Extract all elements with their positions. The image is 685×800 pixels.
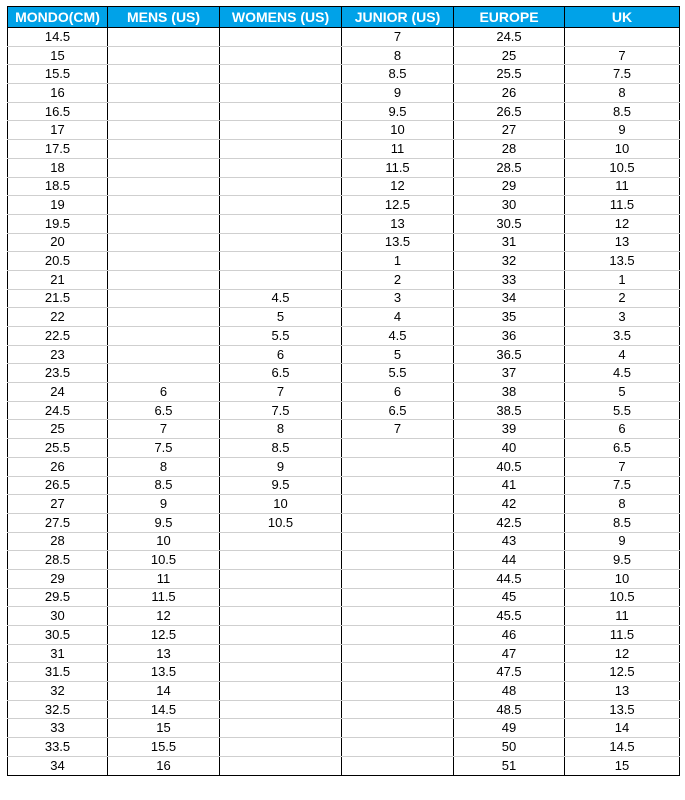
mens-us-cell bbox=[108, 84, 220, 103]
mondo-cm-cell: 33 bbox=[8, 719, 108, 738]
table-row bbox=[8, 383, 680, 402]
europe-cell: 51 bbox=[454, 756, 565, 775]
mens-us-cell bbox=[108, 177, 220, 196]
mens-us-cell: 14 bbox=[108, 682, 220, 701]
uk-cell: 11 bbox=[565, 177, 680, 196]
table-row bbox=[8, 252, 680, 271]
mondo-cm-cell: 21 bbox=[8, 270, 108, 289]
mondo-cm-cell: 15 bbox=[8, 46, 108, 65]
europe-cell: 28 bbox=[454, 140, 565, 159]
mens-us-cell bbox=[108, 46, 220, 65]
europe-cell: 39 bbox=[454, 420, 565, 439]
uk-cell: 6.5 bbox=[565, 439, 680, 458]
junior-us-cell: 12 bbox=[342, 177, 454, 196]
uk-cell: 13.5 bbox=[565, 252, 680, 271]
mens-us-cell bbox=[108, 233, 220, 252]
junior-us-cell bbox=[342, 756, 454, 775]
junior-us-cell bbox=[342, 513, 454, 532]
europe-cell: 25.5 bbox=[454, 65, 565, 84]
europe-cell: 29 bbox=[454, 177, 565, 196]
mondo-cm-cell: 19.5 bbox=[8, 214, 108, 233]
table-row bbox=[8, 644, 680, 663]
womens-us-cell: 6.5 bbox=[220, 364, 342, 383]
mens-us-cell bbox=[108, 214, 220, 233]
europe-cell: 37 bbox=[454, 364, 565, 383]
womens-us-cell bbox=[220, 233, 342, 252]
junior-us-cell: 8 bbox=[342, 46, 454, 65]
mondo-cm-cell: 31 bbox=[8, 644, 108, 663]
uk-cell: 10 bbox=[565, 569, 680, 588]
womens-us-cell bbox=[220, 46, 342, 65]
table-row bbox=[8, 439, 680, 458]
junior-us-cell: 11.5 bbox=[342, 158, 454, 177]
mondo-cm-cell: 30.5 bbox=[8, 626, 108, 645]
junior-us-cell: 5 bbox=[342, 345, 454, 364]
junior-us-cell: 3 bbox=[342, 289, 454, 308]
womens-us-cell: 6 bbox=[220, 345, 342, 364]
mondo-cm-cell: 29 bbox=[8, 569, 108, 588]
uk-cell: 3.5 bbox=[565, 327, 680, 346]
table-row bbox=[8, 28, 680, 47]
womens-us-cell bbox=[220, 214, 342, 233]
uk-cell: 8.5 bbox=[565, 102, 680, 121]
europe-cell: 36.5 bbox=[454, 345, 565, 364]
table-row bbox=[8, 270, 680, 289]
uk-cell: 11 bbox=[565, 607, 680, 626]
junior-us-cell: 9 bbox=[342, 84, 454, 103]
europe-cell: 30 bbox=[454, 196, 565, 215]
table-row bbox=[8, 233, 680, 252]
junior-us-cell bbox=[342, 551, 454, 570]
womens-us-cell bbox=[220, 626, 342, 645]
mens-us-cell: 10 bbox=[108, 532, 220, 551]
europe-cell: 41 bbox=[454, 476, 565, 495]
womens-us-cell: 4.5 bbox=[220, 289, 342, 308]
womens-us-cell bbox=[220, 177, 342, 196]
junior-us-cell: 6.5 bbox=[342, 401, 454, 420]
europe-cell: 45 bbox=[454, 588, 565, 607]
uk-cell: 10.5 bbox=[565, 588, 680, 607]
table-row bbox=[8, 532, 680, 551]
mondo-cm-cell: 21.5 bbox=[8, 289, 108, 308]
uk-cell: 7.5 bbox=[565, 476, 680, 495]
shoe-size-conversion-table bbox=[7, 6, 680, 776]
uk-cell: 9 bbox=[565, 532, 680, 551]
mondo-cm-cell: 23 bbox=[8, 345, 108, 364]
mens-us-cell bbox=[108, 196, 220, 215]
mondo-cm-cell: 16 bbox=[8, 84, 108, 103]
junior-us-cell bbox=[342, 457, 454, 476]
uk-cell: 9.5 bbox=[565, 551, 680, 570]
table-row bbox=[8, 682, 680, 701]
mens-us-cell: 9 bbox=[108, 495, 220, 514]
mondo-cm-cell: 20.5 bbox=[8, 252, 108, 271]
europe-cell: 44.5 bbox=[454, 569, 565, 588]
mondo-cm-cell: 27 bbox=[8, 495, 108, 514]
mens-us-cell: 6 bbox=[108, 383, 220, 402]
table-row bbox=[8, 345, 680, 364]
mondo-cm-cell: 24 bbox=[8, 383, 108, 402]
europe-cell: 40 bbox=[454, 439, 565, 458]
junior-us-cell bbox=[342, 476, 454, 495]
junior-us-cell: 4 bbox=[342, 308, 454, 327]
mens-us-cell: 14.5 bbox=[108, 700, 220, 719]
mens-us-cell: 13.5 bbox=[108, 663, 220, 682]
table-row bbox=[8, 140, 680, 159]
womens-us-cell: 9.5 bbox=[220, 476, 342, 495]
uk-cell: 3 bbox=[565, 308, 680, 327]
mens-us-cell bbox=[108, 327, 220, 346]
mens-us-cell: 12.5 bbox=[108, 626, 220, 645]
europe-cell: 31 bbox=[454, 233, 565, 252]
mens-us-cell: 11.5 bbox=[108, 588, 220, 607]
mens-us-cell bbox=[108, 102, 220, 121]
mens-us-cell: 16 bbox=[108, 756, 220, 775]
europe-cell: 34 bbox=[454, 289, 565, 308]
mondo-cm-cell: 30 bbox=[8, 607, 108, 626]
table-row bbox=[8, 719, 680, 738]
table-row bbox=[8, 738, 680, 757]
womens-us-cell bbox=[220, 532, 342, 551]
womens-us-cell: 10.5 bbox=[220, 513, 342, 532]
womens-us-cell: 7 bbox=[220, 383, 342, 402]
mens-us-cell bbox=[108, 140, 220, 159]
table-row bbox=[8, 46, 680, 65]
europe-cell: 49 bbox=[454, 719, 565, 738]
uk-cell: 8.5 bbox=[565, 513, 680, 532]
table-row bbox=[8, 84, 680, 103]
europe-cell: 35 bbox=[454, 308, 565, 327]
junior-us-cell: 1 bbox=[342, 252, 454, 271]
table-row bbox=[8, 700, 680, 719]
mens-us-cell: 7 bbox=[108, 420, 220, 439]
junior-us-cell: 8.5 bbox=[342, 65, 454, 84]
mens-us-cell: 15.5 bbox=[108, 738, 220, 757]
table-row bbox=[8, 121, 680, 140]
uk-cell: 10.5 bbox=[565, 158, 680, 177]
column-header-junior-us: JUNIOR (US) bbox=[342, 7, 454, 28]
junior-us-cell: 11 bbox=[342, 140, 454, 159]
womens-us-cell bbox=[220, 121, 342, 140]
europe-cell: 36 bbox=[454, 327, 565, 346]
mens-us-cell: 7.5 bbox=[108, 439, 220, 458]
uk-cell: 8 bbox=[565, 495, 680, 514]
womens-us-cell bbox=[220, 102, 342, 121]
womens-us-cell bbox=[220, 682, 342, 701]
uk-cell: 9 bbox=[565, 121, 680, 140]
mondo-cm-cell: 15.5 bbox=[8, 65, 108, 84]
europe-cell: 44 bbox=[454, 551, 565, 570]
mondo-cm-cell: 26.5 bbox=[8, 476, 108, 495]
table-row bbox=[8, 551, 680, 570]
table-header bbox=[8, 7, 680, 28]
womens-us-cell: 5.5 bbox=[220, 327, 342, 346]
europe-cell: 42.5 bbox=[454, 513, 565, 532]
mondo-cm-cell: 19 bbox=[8, 196, 108, 215]
europe-cell: 48 bbox=[454, 682, 565, 701]
table-row bbox=[8, 457, 680, 476]
table-row bbox=[8, 364, 680, 383]
europe-cell: 26 bbox=[454, 84, 565, 103]
mens-us-cell bbox=[108, 289, 220, 308]
column-header-mens-us: MENS (US) bbox=[108, 7, 220, 28]
uk-cell: 12 bbox=[565, 644, 680, 663]
uk-cell: 13 bbox=[565, 233, 680, 252]
womens-us-cell bbox=[220, 158, 342, 177]
europe-cell: 28.5 bbox=[454, 158, 565, 177]
table-row bbox=[8, 158, 680, 177]
europe-cell: 27 bbox=[454, 121, 565, 140]
uk-cell: 10 bbox=[565, 140, 680, 159]
mens-us-cell: 15 bbox=[108, 719, 220, 738]
europe-cell: 45.5 bbox=[454, 607, 565, 626]
mondo-cm-cell: 22 bbox=[8, 308, 108, 327]
europe-cell: 46 bbox=[454, 626, 565, 645]
mens-us-cell bbox=[108, 308, 220, 327]
mens-us-cell: 10.5 bbox=[108, 551, 220, 570]
junior-us-cell bbox=[342, 495, 454, 514]
mens-us-cell bbox=[108, 65, 220, 84]
uk-cell: 7 bbox=[565, 46, 680, 65]
junior-us-cell bbox=[342, 644, 454, 663]
womens-us-cell bbox=[220, 756, 342, 775]
womens-us-cell: 8 bbox=[220, 420, 342, 439]
column-header-europe: EUROPE bbox=[454, 7, 565, 28]
table-row bbox=[8, 214, 680, 233]
womens-us-cell bbox=[220, 28, 342, 47]
uk-cell: 1 bbox=[565, 270, 680, 289]
womens-us-cell bbox=[220, 644, 342, 663]
junior-us-cell: 10 bbox=[342, 121, 454, 140]
table-row bbox=[8, 327, 680, 346]
table-row bbox=[8, 663, 680, 682]
europe-cell: 43 bbox=[454, 532, 565, 551]
womens-us-cell bbox=[220, 551, 342, 570]
mens-us-cell: 12 bbox=[108, 607, 220, 626]
uk-cell: 6 bbox=[565, 420, 680, 439]
mondo-cm-cell: 20 bbox=[8, 233, 108, 252]
womens-us-cell bbox=[220, 196, 342, 215]
mens-us-cell bbox=[108, 364, 220, 383]
mens-us-cell bbox=[108, 28, 220, 47]
europe-cell: 50 bbox=[454, 738, 565, 757]
mondo-cm-cell: 17.5 bbox=[8, 140, 108, 159]
womens-us-cell bbox=[220, 700, 342, 719]
uk-cell: 5 bbox=[565, 383, 680, 402]
junior-us-cell bbox=[342, 719, 454, 738]
womens-us-cell bbox=[220, 252, 342, 271]
junior-us-cell bbox=[342, 607, 454, 626]
mens-us-cell bbox=[108, 270, 220, 289]
mondo-cm-cell: 33.5 bbox=[8, 738, 108, 757]
table-row bbox=[8, 626, 680, 645]
table-row bbox=[8, 569, 680, 588]
uk-cell: 7.5 bbox=[565, 65, 680, 84]
womens-us-cell bbox=[220, 588, 342, 607]
junior-us-cell: 9.5 bbox=[342, 102, 454, 121]
mondo-cm-cell: 32.5 bbox=[8, 700, 108, 719]
uk-cell bbox=[565, 28, 680, 47]
womens-us-cell bbox=[220, 663, 342, 682]
mondo-cm-cell: 27.5 bbox=[8, 513, 108, 532]
junior-us-cell bbox=[342, 532, 454, 551]
column-header-uk: UK bbox=[565, 7, 680, 28]
womens-us-cell: 8.5 bbox=[220, 439, 342, 458]
header-row bbox=[8, 7, 680, 28]
uk-cell: 14 bbox=[565, 719, 680, 738]
junior-us-cell bbox=[342, 682, 454, 701]
europe-cell: 30.5 bbox=[454, 214, 565, 233]
womens-us-cell: 10 bbox=[220, 495, 342, 514]
mens-us-cell: 9.5 bbox=[108, 513, 220, 532]
mondo-cm-cell: 29.5 bbox=[8, 588, 108, 607]
table-row bbox=[8, 196, 680, 215]
uk-cell: 11.5 bbox=[565, 196, 680, 215]
junior-us-cell bbox=[342, 439, 454, 458]
uk-cell: 5.5 bbox=[565, 401, 680, 420]
mondo-cm-cell: 25.5 bbox=[8, 439, 108, 458]
uk-cell: 11.5 bbox=[565, 626, 680, 645]
table-row bbox=[8, 513, 680, 532]
europe-cell: 24.5 bbox=[454, 28, 565, 47]
column-header-womens-us: WOMENS (US) bbox=[220, 7, 342, 28]
womens-us-cell: 9 bbox=[220, 457, 342, 476]
mondo-cm-cell: 14.5 bbox=[8, 28, 108, 47]
uk-cell: 8 bbox=[565, 84, 680, 103]
mondo-cm-cell: 17 bbox=[8, 121, 108, 140]
uk-cell: 4 bbox=[565, 345, 680, 364]
womens-us-cell bbox=[220, 607, 342, 626]
junior-us-cell: 5.5 bbox=[342, 364, 454, 383]
womens-us-cell bbox=[220, 65, 342, 84]
mondo-cm-cell: 23.5 bbox=[8, 364, 108, 383]
table-row bbox=[8, 756, 680, 775]
womens-us-cell bbox=[220, 738, 342, 757]
uk-cell: 12 bbox=[565, 214, 680, 233]
mondo-cm-cell: 22.5 bbox=[8, 327, 108, 346]
uk-cell: 12.5 bbox=[565, 663, 680, 682]
europe-cell: 47.5 bbox=[454, 663, 565, 682]
table-row bbox=[8, 177, 680, 196]
junior-us-cell: 7 bbox=[342, 28, 454, 47]
junior-us-cell bbox=[342, 626, 454, 645]
mondo-cm-cell: 18.5 bbox=[8, 177, 108, 196]
mondo-cm-cell: 32 bbox=[8, 682, 108, 701]
table-row bbox=[8, 289, 680, 308]
table-row bbox=[8, 65, 680, 84]
uk-cell: 14.5 bbox=[565, 738, 680, 757]
mens-us-cell: 6.5 bbox=[108, 401, 220, 420]
mens-us-cell bbox=[108, 345, 220, 364]
mondo-cm-cell: 31.5 bbox=[8, 663, 108, 682]
mens-us-cell: 13 bbox=[108, 644, 220, 663]
europe-cell: 48.5 bbox=[454, 700, 565, 719]
europe-cell: 32 bbox=[454, 252, 565, 271]
mondo-cm-cell: 28 bbox=[8, 532, 108, 551]
table-row bbox=[8, 401, 680, 420]
mens-us-cell bbox=[108, 121, 220, 140]
europe-cell: 33 bbox=[454, 270, 565, 289]
uk-cell: 2 bbox=[565, 289, 680, 308]
mondo-cm-cell: 34 bbox=[8, 756, 108, 775]
mondo-cm-cell: 18 bbox=[8, 158, 108, 177]
junior-us-cell: 13 bbox=[342, 214, 454, 233]
womens-us-cell bbox=[220, 719, 342, 738]
table-row bbox=[8, 102, 680, 121]
uk-cell: 4.5 bbox=[565, 364, 680, 383]
junior-us-cell: 13.5 bbox=[342, 233, 454, 252]
mondo-cm-cell: 24.5 bbox=[8, 401, 108, 420]
uk-cell: 15 bbox=[565, 756, 680, 775]
europe-cell: 40.5 bbox=[454, 457, 565, 476]
table-row bbox=[8, 476, 680, 495]
mondo-cm-cell: 26 bbox=[8, 457, 108, 476]
junior-us-cell: 7 bbox=[342, 420, 454, 439]
womens-us-cell: 7.5 bbox=[220, 401, 342, 420]
europe-cell: 47 bbox=[454, 644, 565, 663]
junior-us-cell: 12.5 bbox=[342, 196, 454, 215]
europe-cell: 42 bbox=[454, 495, 565, 514]
mens-us-cell: 11 bbox=[108, 569, 220, 588]
europe-cell: 38 bbox=[454, 383, 565, 402]
table-row bbox=[8, 308, 680, 327]
junior-us-cell: 4.5 bbox=[342, 327, 454, 346]
womens-us-cell bbox=[220, 270, 342, 289]
table-body bbox=[8, 28, 680, 776]
womens-us-cell bbox=[220, 140, 342, 159]
junior-us-cell bbox=[342, 738, 454, 757]
junior-us-cell bbox=[342, 700, 454, 719]
mens-us-cell bbox=[108, 252, 220, 271]
mondo-cm-cell: 28.5 bbox=[8, 551, 108, 570]
europe-cell: 25 bbox=[454, 46, 565, 65]
table-row bbox=[8, 588, 680, 607]
womens-us-cell bbox=[220, 84, 342, 103]
uk-cell: 7 bbox=[565, 457, 680, 476]
womens-us-cell: 5 bbox=[220, 308, 342, 327]
womens-us-cell bbox=[220, 569, 342, 588]
table-row bbox=[8, 495, 680, 514]
mondo-cm-cell: 16.5 bbox=[8, 102, 108, 121]
europe-cell: 26.5 bbox=[454, 102, 565, 121]
uk-cell: 13.5 bbox=[565, 700, 680, 719]
europe-cell: 38.5 bbox=[454, 401, 565, 420]
junior-us-cell: 6 bbox=[342, 383, 454, 402]
mens-us-cell bbox=[108, 158, 220, 177]
mens-us-cell: 8.5 bbox=[108, 476, 220, 495]
column-header-mondo-cm: MONDO(CM) bbox=[8, 7, 108, 28]
mens-us-cell: 8 bbox=[108, 457, 220, 476]
junior-us-cell bbox=[342, 569, 454, 588]
junior-us-cell bbox=[342, 588, 454, 607]
junior-us-cell: 2 bbox=[342, 270, 454, 289]
table-row bbox=[8, 420, 680, 439]
junior-us-cell bbox=[342, 663, 454, 682]
mondo-cm-cell: 25 bbox=[8, 420, 108, 439]
uk-cell: 13 bbox=[565, 682, 680, 701]
table-row bbox=[8, 607, 680, 626]
